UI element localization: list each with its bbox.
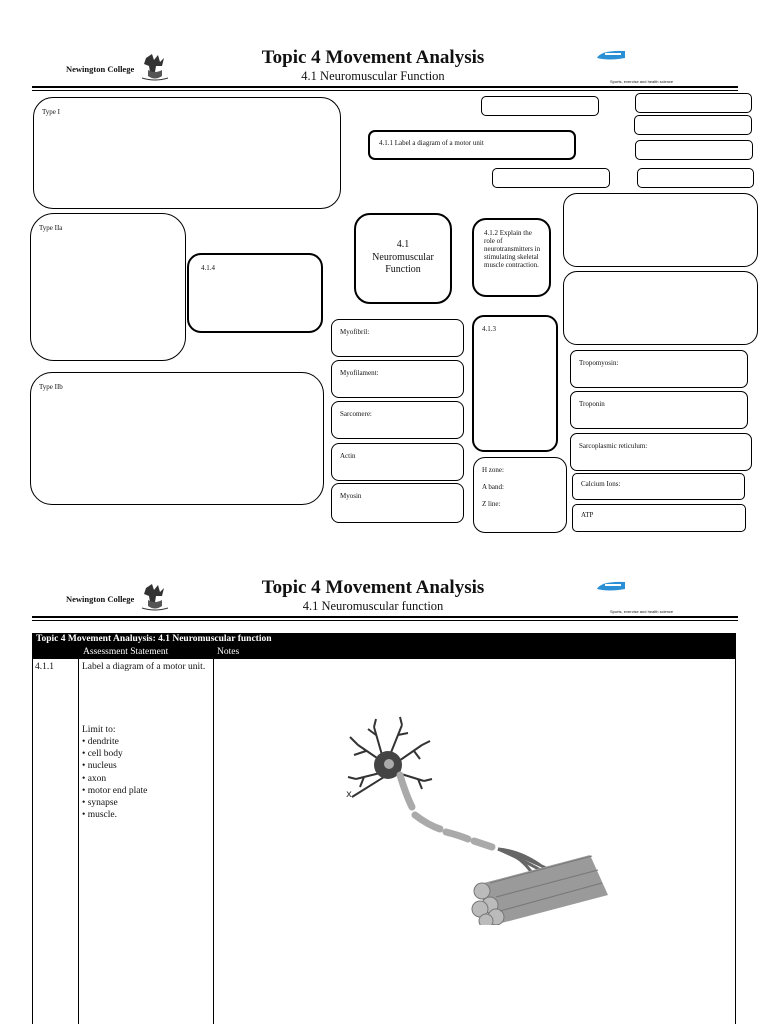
myofibril-label: Myofibril: bbox=[340, 328, 370, 336]
list-item: • synapse bbox=[82, 798, 118, 809]
table-border-left bbox=[32, 659, 33, 1024]
table-heading: Topic 4 Movement Analuysis: 4.1 Neuromuscular function bbox=[32, 633, 736, 646]
actin-box[interactable] bbox=[331, 443, 464, 481]
motor-unit-diagram bbox=[340, 715, 615, 925]
ib-logo-icon bbox=[595, 48, 627, 62]
page-title: Topic 4 Movement Analysis bbox=[261, 47, 485, 68]
type-iib-box[interactable] bbox=[30, 372, 324, 505]
list-item: • motor end plate bbox=[82, 785, 148, 796]
axon-icon bbox=[400, 775, 492, 847]
college-crest-icon bbox=[138, 582, 172, 612]
type-iia-label: Type IIa bbox=[39, 224, 63, 232]
row-id: 4.1.1 bbox=[35, 662, 54, 672]
header-rule-2 bbox=[32, 616, 738, 618]
troponin-box[interactable] bbox=[570, 391, 748, 429]
type-i-label: Type I bbox=[42, 108, 60, 116]
type-iia-box[interactable] bbox=[30, 213, 186, 361]
col-statement-header: Assessment Statement bbox=[83, 647, 169, 657]
blank-box-4[interactable] bbox=[634, 115, 752, 135]
list-item: • muscle. bbox=[82, 810, 117, 821]
sarcoplasmic-label: Sarcoplasmic reticulum: bbox=[579, 442, 648, 450]
box-413-label: 4.1.3 bbox=[482, 325, 496, 333]
calcium-box[interactable] bbox=[572, 473, 745, 500]
box-412[interactable] bbox=[472, 218, 551, 297]
table-border-right bbox=[735, 659, 736, 1024]
row-statement: Label a diagram of a motor unit. bbox=[82, 662, 206, 672]
atp-label: ATP bbox=[581, 511, 594, 519]
blank-box-6[interactable] bbox=[637, 168, 754, 188]
sarcomere-box[interactable] bbox=[331, 401, 464, 439]
atp-box[interactable] bbox=[572, 504, 746, 532]
header-rule-thin bbox=[32, 90, 738, 91]
center-topic-number: 4.1 bbox=[396, 239, 410, 250]
blank-box-7[interactable] bbox=[563, 193, 758, 267]
table-column-headers bbox=[32, 646, 736, 659]
ib-logo-icon bbox=[595, 579, 627, 593]
list-item: • nucleus bbox=[82, 761, 117, 772]
page-title-2: Topic 4 Movement Analysis bbox=[261, 577, 485, 598]
sarcoplasmic-box[interactable] bbox=[570, 433, 752, 471]
list-item: • axon bbox=[82, 773, 107, 784]
h-zone-label: H zone: bbox=[482, 466, 504, 474]
box-413[interactable] bbox=[472, 315, 558, 452]
school-name-2: Newington College bbox=[66, 594, 135, 604]
nucleus-icon bbox=[384, 759, 394, 769]
box-411[interactable] bbox=[368, 130, 576, 160]
blank-box-1[interactable] bbox=[481, 96, 599, 116]
center-topic-box bbox=[354, 213, 452, 304]
calcium-label: Calcium Ions: bbox=[581, 480, 621, 488]
blank-box-3[interactable] bbox=[635, 93, 752, 113]
page-subtitle: 4.1 Neuromuscular Function bbox=[301, 69, 445, 83]
header-rule-thin-2 bbox=[32, 620, 738, 621]
myosin-label: Myosin bbox=[340, 492, 362, 500]
college-crest-icon bbox=[138, 52, 172, 82]
a-band-label: A band: bbox=[482, 483, 504, 491]
myofilament-label: Myofilament: bbox=[340, 369, 379, 377]
type-iib-label: Type IIb bbox=[39, 383, 63, 391]
axon-start-mark: x bbox=[346, 789, 352, 800]
blank-box-5[interactable] bbox=[635, 140, 753, 160]
table-divider-1 bbox=[78, 659, 79, 1024]
header-rule bbox=[32, 86, 738, 88]
tropomyosin-box[interactable] bbox=[570, 350, 748, 388]
troponin-label: Troponin bbox=[579, 400, 605, 408]
center-topic-line2: Neuromuscular bbox=[372, 251, 434, 263]
sarcomere-zones-box[interactable] bbox=[473, 457, 567, 533]
col-notes-header: Notes bbox=[217, 647, 240, 657]
page-subtitle-2: 4.1 Neuromuscular function bbox=[302, 599, 444, 613]
list-item: • dendrite bbox=[82, 737, 119, 747]
myosin-box[interactable] bbox=[331, 483, 464, 523]
blank-box-2[interactable] bbox=[492, 168, 610, 188]
brand-caption: Sports, exercise and health science bbox=[610, 79, 674, 84]
sarcomere-label: Sarcomere: bbox=[340, 410, 372, 418]
school-name: Newington College bbox=[66, 64, 135, 74]
limit-list bbox=[82, 736, 147, 821]
limit-to-label: Limit to: bbox=[82, 725, 116, 735]
box-414-label: 4.1.4 bbox=[201, 264, 215, 272]
tropomyosin-label: Tropomyosin: bbox=[579, 359, 619, 367]
blank-box-8[interactable] bbox=[563, 271, 758, 345]
type-i-box[interactable] bbox=[33, 97, 341, 209]
box-412-label: 4.1.2 Explain the role of neurotransmitters in stimulating skeletal muscle contraction. bbox=[484, 229, 541, 270]
center-topic-text bbox=[356, 239, 450, 277]
list-item: • cell body bbox=[82, 749, 123, 760]
myofibril-box[interactable] bbox=[331, 319, 464, 357]
center-topic-line3: Function bbox=[385, 264, 421, 275]
box-414[interactable] bbox=[187, 253, 323, 333]
table-divider-2 bbox=[213, 659, 214, 1024]
z-line-label: Z line: bbox=[482, 500, 501, 508]
myofilament-box[interactable] bbox=[331, 360, 464, 398]
actin-label: Actin bbox=[340, 452, 356, 460]
brand-caption-2: Sports, exercise and health science bbox=[610, 609, 674, 614]
box-411-label: 4.1.1 Label a diagram of a motor unit bbox=[379, 139, 484, 147]
